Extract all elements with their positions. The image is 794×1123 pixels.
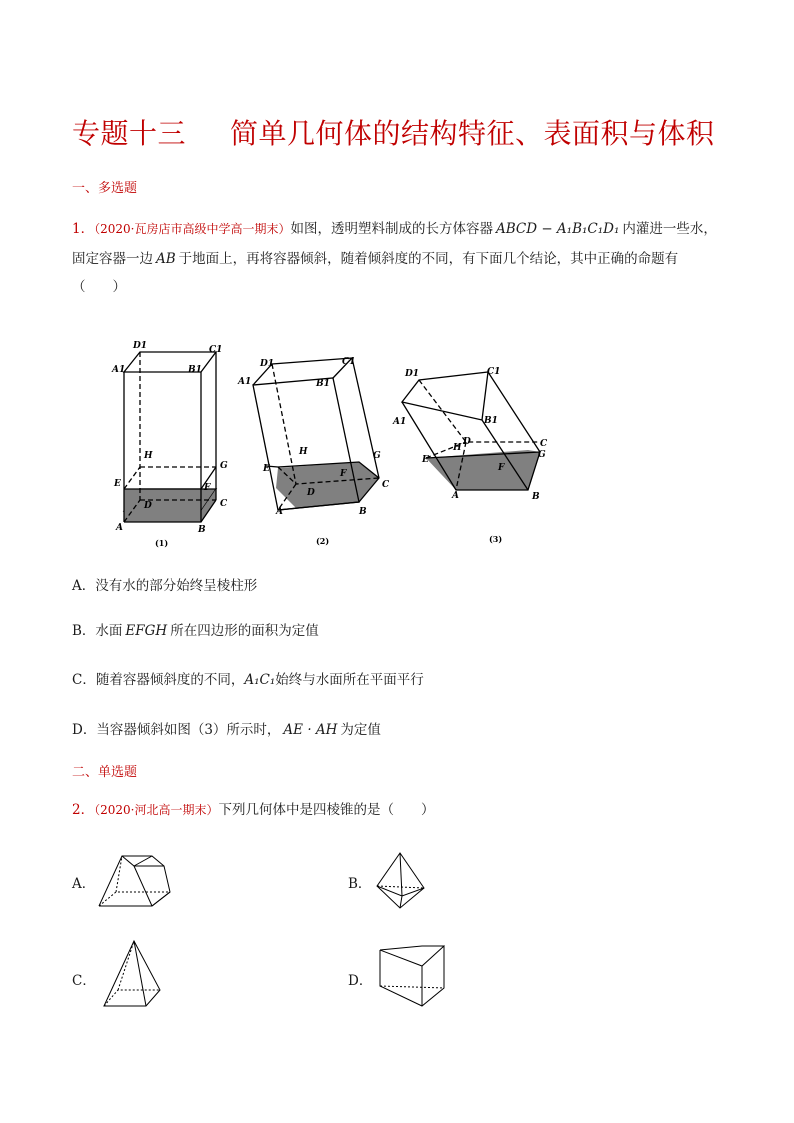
q1-option-d	[72, 718, 381, 738]
label-f1-D1: D1	[133, 341, 148, 351]
q2-shape-b-bipyramid	[372, 850, 428, 912]
caption-2: (2)	[316, 536, 330, 546]
label-f2-D: D	[307, 488, 315, 498]
label-f3-E: E	[422, 455, 429, 465]
label-f2-A: A	[276, 507, 283, 517]
q1-math-container: ABCD − A₁B₁C₁D₁	[495, 221, 620, 237]
label-f2-H: H	[299, 447, 308, 457]
label-f2-A1: A1	[238, 377, 252, 387]
q2-text: 下列几何体中是四棱锥的是（ ）	[218, 802, 435, 818]
label-f2-F: F	[340, 469, 347, 479]
label-f1-E: E	[114, 479, 121, 489]
label-f2-D1: D1	[260, 359, 275, 369]
q1-source: （2020·瓦房店市高级中学高一期末）	[94, 222, 291, 236]
q1-line2-a: 固定容器一边	[72, 251, 153, 267]
label-f2-C1: C1	[342, 357, 356, 367]
q1-option-d-post: 为定值	[340, 722, 381, 738]
label-f3-C: C	[540, 439, 548, 449]
page-title	[72, 112, 715, 152]
label-f3-B1: B1	[484, 416, 498, 426]
q1-text-b: 内灌进一些水，	[622, 221, 717, 237]
q2-shape-c-pyramid	[100, 938, 164, 1010]
label-f2-G: G	[373, 451, 381, 461]
q1-option-b-pre: B．水面	[72, 623, 123, 639]
label-f1-A1: A1	[112, 365, 126, 375]
label-f1-C1: C1	[209, 345, 223, 355]
q1-option-c-post: 始终与水面所在平面平行	[275, 672, 424, 688]
q2-option-a-label: A．	[72, 876, 96, 892]
q2-option-b-label: B．	[348, 876, 372, 892]
label-f3-C1: C1	[487, 367, 501, 377]
water-face-2	[276, 462, 379, 508]
label-f2-B1: B1	[316, 379, 330, 389]
label-f3-H: H	[453, 443, 462, 453]
label-f3-A1: A1	[393, 417, 407, 427]
q2-option-d-label: D．	[348, 973, 373, 989]
q1-option-c	[72, 668, 424, 688]
container-1	[124, 352, 216, 522]
q1-option-b	[72, 619, 319, 639]
q1-option-d-pre: D．当容器倾斜如图（3）所示时，	[72, 722, 281, 738]
label-f1-B: B	[198, 525, 206, 535]
label-f3-D1: D1	[405, 369, 420, 379]
label-f3-A: A	[452, 491, 459, 501]
label-f3-B: B	[532, 492, 540, 502]
q1-option-c-math: A₁C₁	[244, 672, 276, 688]
section-multi: 一、多选题	[72, 181, 138, 196]
title-part1: 专题十三	[72, 117, 187, 150]
label-f3-F: F	[498, 463, 505, 473]
q2-option-c-label: C．	[72, 973, 96, 989]
q1-option-a	[72, 574, 257, 594]
q2-number: 2．	[72, 802, 95, 818]
title-part2: 简单几何体的结构特征、表面积与体积	[230, 117, 715, 150]
q1-line1	[72, 219, 732, 239]
label-f2-B: B	[359, 507, 367, 517]
q1-figure	[100, 330, 570, 555]
q2-stem	[72, 800, 434, 820]
q1-line2	[72, 249, 732, 269]
q1-math-ab: AB	[156, 251, 176, 267]
q2-source: （2020·河北高一期末）	[94, 803, 219, 817]
caption-1: (1)	[155, 538, 169, 548]
q1-option-d-math: AE · AH	[283, 722, 338, 738]
label-f1-C: C	[220, 499, 228, 509]
container-3	[402, 372, 540, 490]
caption-3: (3)	[489, 534, 503, 544]
label-f1-F: F	[204, 483, 211, 493]
q1-number: 1．	[72, 221, 95, 237]
label-f3-D: D	[463, 437, 471, 447]
q1-text-a: 如图，透明塑料制成的长方体容器	[290, 221, 493, 237]
label-f2-E: E	[263, 464, 270, 474]
label-f1-H: H	[144, 451, 153, 461]
q1-option-b-post: 所在四边形的面积为定值	[170, 623, 319, 639]
q2-shape-d-prism	[376, 942, 448, 1010]
q2-shape-a-frustum	[94, 852, 176, 910]
label-f1-B1: B1	[188, 365, 202, 375]
q1-blank: （ ）	[72, 279, 126, 295]
label-f1-D: D	[144, 501, 152, 511]
q1-stem	[72, 219, 732, 297]
label-f3-G: G	[538, 450, 546, 460]
label-f2-C: C	[382, 480, 390, 490]
label-f1-A: A	[116, 523, 123, 533]
q1-line2-b: 于地面上，再将容器倾斜，随着倾斜度的不同，有下面几个结论，其中正确的命题有	[178, 251, 679, 267]
q1-option-b-math: EFGH	[125, 623, 168, 639]
q1-option-a-text: A．没有水的部分始终呈棱柱形	[72, 578, 258, 594]
label-f1-G: G	[220, 461, 228, 471]
q1-option-c-pre: C．随着容器倾斜度的不同，	[72, 672, 245, 688]
section-single: 二、单选题	[72, 765, 138, 780]
